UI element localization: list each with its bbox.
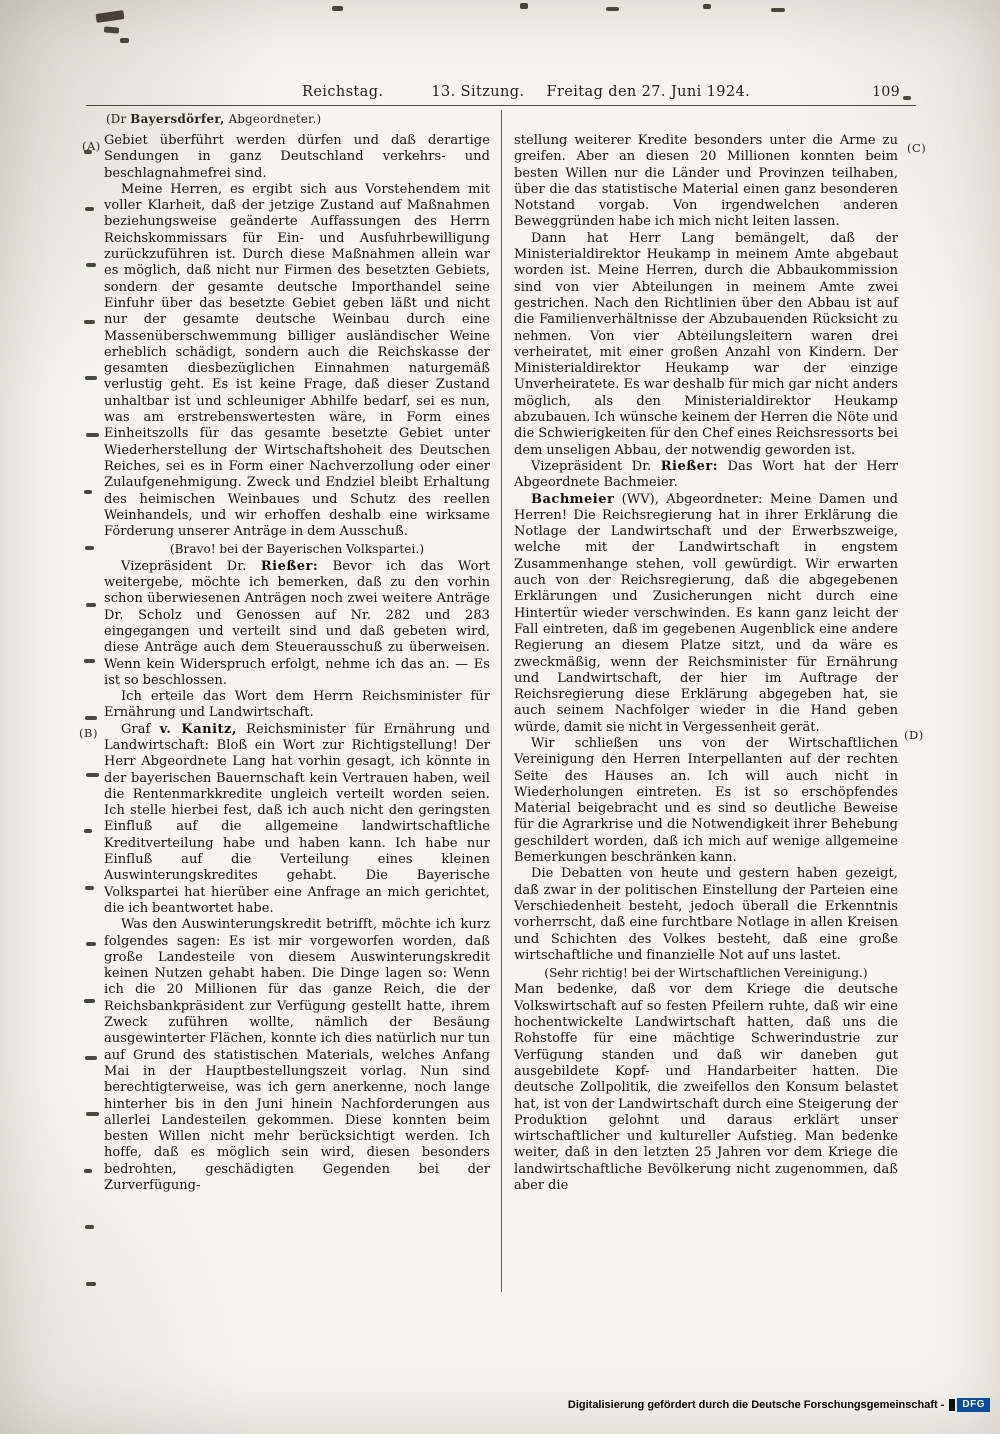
paragraph: Bachmeier (WV), Abgeordneter: Meine Damen und Herren! Die Reichsregierung hat in ihrer Erklärung die Notlage der Landwirtschaft und der Erwerbszweige, welche mit der Landwirtschaft in engstem Zusammenhange stehen, voll gewürdigt. Wir erwarten auch von der Reichsregierung, daß die abgegebenen Erklärungen und Zusicherungen nicht durch eine Hintertür wieder verschwinden. Es kann ganz leicht der Fall eintreten, daß im gegebenen Augenblick eine andere Regierung an diesem Platze sitzt, und da wäre es zweckmäßig, wenn der Reichsminister für Ernährung und Landwirtschaft, der hier im Auftrage der Reichsregierung diese Erklärung abgegeben hat, sie auch seinem Nachfolger wieder in die Hand geben würde, damit sie nicht in Vergessenheit gerät. [514, 491, 898, 735]
scan-artifact [84, 490, 92, 494]
scan-artifact [85, 376, 97, 380]
margin-label-c: (C) [907, 141, 927, 155]
scan-artifact [332, 6, 343, 11]
scan-artifact [85, 886, 94, 890]
header-journal: Reichstag. [302, 84, 384, 100]
scan-artifact [85, 716, 97, 720]
scan-artifact [120, 38, 129, 43]
scan-artifact [86, 433, 99, 437]
right-column [514, 133, 898, 1194]
speaker-name: Bachmeier [531, 491, 615, 507]
header-rule [86, 105, 916, 106]
paragraph: Wir schließen uns von der Wirtschaftlichen Vereinigung den Herren Interpellanten auf der rechten Seite des Hauses an. Ich will auch nicht in Wiederholungen eintreten. Es ist so erschöpfendes Material beigebracht und es sind so deutliche Beweise für die Agrarkrise und die Notwendigkeit ihrer Behebung geschildert worden, daß ich mich auf wenige allgemeine Bemerkungen beschränken kann. [514, 735, 898, 866]
speaker-name: v. Kanitz, [159, 721, 237, 737]
paragraph: Man bedenke, daß vor dem Kriege die deutsche Volkswirtschaft auf so festen Pfeilern ruhte, daß wir eine hochentwickelte Landwirtschaft hatten, daß uns die Rohstoffe für eine mächtige Schwerindustrie zur Verfügung standen und daß wir daneben gut ausgebildete Kopf- und Handarbeiter hatten. Die deutsche Zollpolitik, die zweifellos den Konsum belastet hat, ist von der Landwirtschaft durch eine Steigerung der Produktion gelohnt und daraus erklärt unser wirtschaftlicher und kultureller Aufstieg. Man bedenke weiter, daß in den letzten 25 Jahren vor dem Kriege die landwirtschaftliche Bevölkerung nicht zugenommen, daß aber die [514, 982, 898, 1193]
paragraph: Dann hat Herr Lang bemängelt, daß der Ministerialdirektor Heukamp in meinem Amte abgebaut worden ist. Meine Herren, durch die Abbaukommission sind von vier Abteilungen in meinem Amte zwei gestrichen. Nach den Richtlinien über den Abbau ist auf die Familienverhältnisse der Abzubauenden Rücksicht zu nehmen. Von vier Abteilungsleitern waren drei verheiratet, mit einer großen Anzahl von Kindern. Der Ministerialdirektor Heukamp war der einzige Unverheiratete. Es war deshalb für mich gar nicht anders möglich, als den Ministerialdirektor Heukamp abzubauen. Ich wünsche keinem der Herren die Nöte und die Schwierigkeiten für den Chef eines Reichsressorts bei dem unseligen Abbau, der notwendig geworden ist. [514, 230, 898, 458]
paragraph: Graf v. Kanitz, Reichsminister für Ernährung und Landwirtschaft: Bloß ein Wort zur Richtigstellung! Der Herr Abgeordnete Lang hat vorhin gesagt, ich könnte in der bayerischen Bauernschaft kein Vertrauen haben, weil die Rentenmarkkredite ungleich verteilt worden seien. Ich stelle hierbei fest, daß ich auch nicht den geringsten Einfluß auf die allgemeine landwirtschaftliche Kreditverteilung habe und haben kann. Ich habe nur Einfluß auf die Verteilung eines kleinen Auswinterungskredites gehabt. Die Bayerische Volkspartei hat hierüber eine Anfrage an mich gerichtet, die ich beantwortet habe. [104, 721, 490, 916]
speaker-note-suffix: Abgeordneter.) [224, 112, 322, 126]
margin-label-d: (D) [904, 728, 924, 742]
scan-artifact [86, 773, 99, 777]
paragraph: Vizepräsident Dr. Rießer: Das Wort hat der Herr Abgeordnete Bachmeier. [514, 458, 899, 491]
paragraph: Die Debatten von heute und gestern haben gezeigt, daß zwar in der politischen Einstellung der Parteien eine Verschiedenheit besteht, jedoch überall die Erkenntnis vorherrscht, daß eine furchtbare Notlage in allen Kreisen und Schichten des Volkes besteht, daß eine große wirtschaftliche und finanzielle Not auf uns lastet. [514, 866, 898, 963]
page-header [88, 84, 914, 100]
scan-artifact [84, 1169, 92, 1173]
scan-artifact [84, 659, 95, 663]
scan-artifact [606, 7, 619, 11]
scan-artifact [86, 942, 96, 946]
scan-artifact [85, 546, 94, 550]
scan-artifact [520, 3, 528, 9]
paragraph: stellung weiterer Kredite besonders unter die Arme zu greifen. Aber an diesen 20 Millionen konnten beim besten Willen nur die Länder und Provinzen teilhaben, über die das statistische Material einen ganz besonderen Notstand vorgab. Von irgendwelchen anderen Beweggründen habe ich mich nicht leiten lassen. [514, 133, 898, 230]
credit-text: Digitalisierung gefördert durch die Deutsche Forschungsgemeinschaft - [567, 1399, 945, 1411]
dfg-logo-mark-icon [949, 1399, 955, 1411]
scan-artifact [771, 8, 785, 12]
speaker-name: Rießer: [660, 458, 719, 474]
scan-artifact [84, 829, 92, 833]
margin-label-a: (A) [82, 139, 101, 153]
scan-artifact [104, 26, 119, 33]
digitisation-credit [568, 1398, 990, 1412]
speaker-note-name: Bayersdörfer, [130, 112, 225, 126]
scan-artifact [85, 1056, 97, 1060]
interjection: (Bravo! bei der Bayerischen Volkspartei.) [169, 542, 425, 557]
left-column [104, 133, 490, 1194]
page-number: 109 [872, 84, 900, 100]
speaker-name: Rießer: [260, 558, 319, 574]
running-speaker-note [106, 112, 321, 126]
speaker-note-prefix: (Dr [106, 112, 131, 126]
paragraph: Was den Auswinterungskredit betrifft, möchte ich kurz folgendes sagen: Es ist mir vorgeworfen worden, daß große Landesteile von diesem Auswinterungskredit keinen Nutzen gehabt haben. Die Dinge lagen so: Wenn ich die 20 Millionen für das ganze Reich, die der Reichsbankpräsident zur Verfügung gestellt hatte, ihrem Zweck zuführen wollte, nämlich der Besäung ausgewinterter Flächen, konnte ich dies natürlich nur tun auf Grund des statistischen Materials, welches Anfang Mai in der Hauptbestellungszeit vorlag. Nun sind berechtigterweise, was ich gern anerkenne, noch lange hinterher bis in den Juni hinein Nachforderungen aus allerlei Landesteilen gekommen. Diese konnten beim besten Willen nicht mehr berücksichtigt werden. Ich hoffe, daß es möglich sein wird, diesen besonders bedrohten, geschädigten Gegenden bei der Zurverfügung- [104, 917, 490, 1193]
scan-artifact [85, 207, 94, 211]
scan-artifact [84, 999, 95, 1003]
header-session-number: 13. Sitzung. [431, 84, 525, 100]
scan-artifact [96, 10, 125, 23]
paragraph: Meine Herren, es ergibt sich aus Vorstehendem mit voller Klarheit, daß der jetzige Zustand auf Maßnahmen beziehungsweise geänderte Auffassungen des Herrn Reichskommissars für Ein- und Ausfuhrbewilligung zurückzuführen ist. Durch diese Maßnahmen allein war es möglich, daß nicht nur Firmen des besetzten Gebiets, sondern der gesamte deutsche Importhandel seine Einfuhr über das besetzte Gebiet geben läßt und nicht nur der gesamte deutsche Weinbau durch eine Massenüberschwemmung billiger ausländischer Weine erheblich schädigt, sondern auch die Reichskasse der gesamten diesbezüglichen Einnahmen naturgemäß verlustig geht. Es ist keine Frage, daß dieser Zustand unhaltbar ist und schleuniger Abhilfe bedarf, sei es nun, was am erstrebenswertesten wäre, in Form eines Einheitszolls für das gesamte besetzte Gebiet unter Wiederherstellung der Wirtschaftshoheit des Deutschen Reiches, sei es in Form einer Nachverzollung oder einer Zulaufgenehmigung. Zweck und Endziel bleibt Erhaltung des heimischen Weinbaues und Schutz des reellen Weinhandels, und wir erhoffen deshalb eine wirksame Förderung unserer Anträge in dem Ausschuß. [104, 181, 490, 540]
scan-artifact [85, 1225, 94, 1229]
header-date: Freitag den 27. Juni 1924. [546, 84, 751, 100]
dfg-logo [949, 1398, 990, 1412]
page-body [104, 133, 898, 1194]
scan-artifact [84, 320, 95, 324]
margin-label-b: (B) [79, 726, 98, 740]
scan-artifact [703, 4, 711, 9]
paragraph: Ich erteile das Wort dem Herrn Reichsminister für Ernährung und Landwirtschaft. [104, 689, 490, 721]
dfg-logo-text: DFG [957, 1398, 990, 1412]
scan-artifact [86, 1282, 96, 1286]
scan-artifact [86, 603, 96, 607]
paragraph: Vizepräsident Dr. Rießer: Bevor ich das Wort weitergebe, möchte ich bemerken, daß zu den vorhin schon überwiesenen Anträgen noch zwei weitere Anträge Dr. Scholz und Genossen auf Nr. 282 und 283 eingegangen und verteilt sind und daß gebeten wird, diese Anträge auch dem Steuerausschuß zu überweisen. Wenn kein Widerspruch erfolgt, nehme ich das an. — Es ist so beschlossen. [104, 558, 490, 688]
scan-artifact [86, 263, 96, 267]
paragraph: Gebiet überführt werden dürfen und daß derartige Sendungen in ganz Deutschland verkehrs- und beschlagnahmefrei sind. [104, 133, 490, 181]
interjection: (Sehr richtig! bei der Wirtschaftlichen Vereinigung.) [544, 966, 868, 981]
scan-artifact [86, 1112, 99, 1116]
